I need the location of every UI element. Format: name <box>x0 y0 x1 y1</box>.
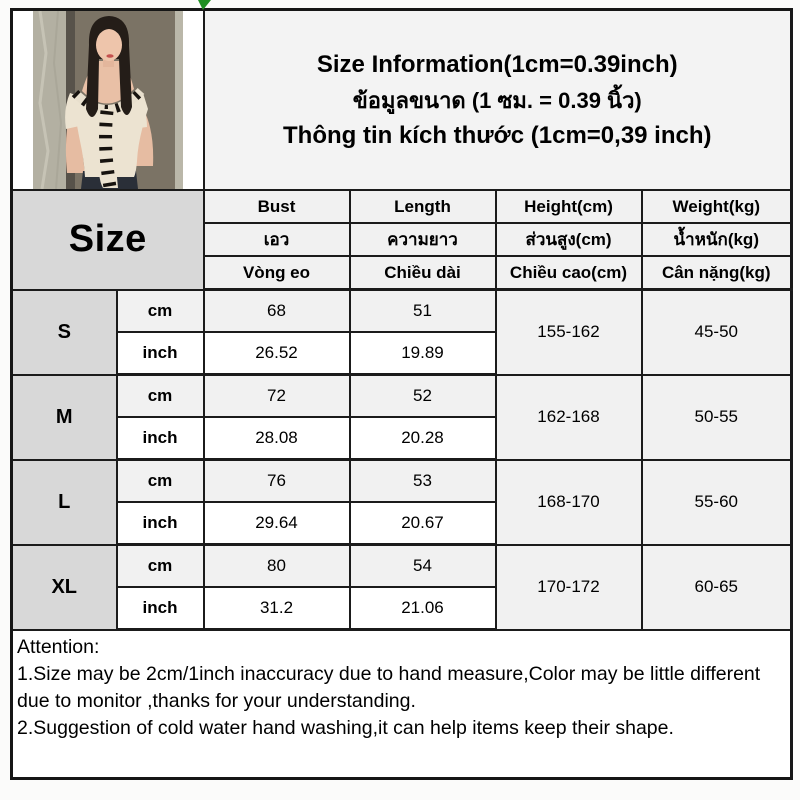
cell-l-cm-length: 53 <box>350 460 496 503</box>
cell-l-weight-range: 55-60 <box>642 460 792 545</box>
unit-label-inch-s: inch <box>117 332 204 375</box>
col-header-length-en: Length <box>350 190 496 223</box>
cell-xl-cm-length: 54 <box>350 545 496 588</box>
title-block <box>205 11 791 189</box>
cell-s-height-range: 155-162 <box>496 290 642 375</box>
unit-label-inch-m: inch <box>117 417 204 460</box>
cell-m-cm-bust: 72 <box>204 375 350 418</box>
cell-m-height-range: 162-168 <box>496 375 642 460</box>
col-header-bust-en: Bust <box>204 190 350 223</box>
cell-l-inch-bust: 29.64 <box>204 502 350 545</box>
unit-label-inch-l: inch <box>117 502 204 545</box>
col-header-bust-vi: Vòng eo <box>204 256 350 290</box>
cell-xl-cm-bust: 80 <box>204 545 350 588</box>
cell-m-weight-range: 50-55 <box>642 375 792 460</box>
cell-s-cm-bust: 68 <box>204 290 350 333</box>
col-header-weight-vi: Cân nặng(kg) <box>642 256 792 290</box>
cell-l-inch-length: 20.67 <box>350 502 496 545</box>
cell-m-cm-length: 52 <box>350 375 496 418</box>
cell-l-height-range: 168-170 <box>496 460 642 545</box>
cell-s-cm-length: 51 <box>350 290 496 333</box>
size-label-m: M <box>12 375 117 460</box>
attention-section <box>12 630 792 779</box>
unit-label-inch-xl: inch <box>117 587 204 630</box>
cell-m-inch-bust: 28.08 <box>204 417 350 460</box>
cell-s-inch-bust: 26.52 <box>204 332 350 375</box>
cell-xl-inch-bust: 31.2 <box>204 587 350 630</box>
size-label-s: S <box>12 290 117 375</box>
size-label-l: L <box>12 460 117 545</box>
cell-s-inch-length: 19.89 <box>350 332 496 375</box>
cell-xl-inch-length: 21.06 <box>350 587 496 630</box>
col-header-bust-th: เอว <box>204 223 350 256</box>
title-thai: ข้อมูลขนาด (1 ซม. = 0.39 นิ้ว) <box>352 87 642 113</box>
size-table <box>10 8 793 780</box>
col-header-height-th: ส่วนสูง(cm) <box>496 223 642 256</box>
attention-heading: Attention: <box>17 636 100 658</box>
col-header-height-en: Height(cm) <box>496 190 642 223</box>
product-photo-illustration <box>33 11 183 189</box>
title-vietnamese: Thông tin kích thước (1cm=0,39 inch) <box>283 121 712 149</box>
product-photo-cell <box>12 10 204 191</box>
unit-label-cm-l: cm <box>117 460 204 503</box>
size-corner-label: Size <box>12 190 204 290</box>
title-english: Size Information(1cm=0.39inch) <box>316 50 678 78</box>
col-header-height-vi: Chiều cao(cm) <box>496 256 642 290</box>
cell-xl-weight-range: 60-65 <box>642 545 792 630</box>
cell-l-cm-bust: 76 <box>204 460 350 503</box>
title-cell <box>204 10 792 191</box>
cell-xl-height-range: 170-172 <box>496 545 642 630</box>
size-chart-sheet <box>10 8 793 780</box>
cell-m-inch-length: 20.28 <box>350 417 496 460</box>
size-label-xl: XL <box>12 545 117 630</box>
cell-s-weight-range: 45-50 <box>642 290 792 375</box>
attention-note-1: 1.Size may be 2cm/1inch inaccuracy due to hand measure,Color may be little different due to monitor ,thanks for your understanding. <box>17 662 761 712</box>
product-photo <box>13 11 203 189</box>
col-header-weight-th: น้ำหนัก(kg) <box>642 223 792 256</box>
col-header-length-th: ความยาว <box>350 223 496 256</box>
unit-label-cm-xl: cm <box>117 545 204 588</box>
unit-label-cm-s: cm <box>117 290 204 333</box>
col-header-weight-en: Weight(kg) <box>642 190 792 223</box>
unit-label-cm-m: cm <box>117 375 204 418</box>
attention-block <box>13 631 790 742</box>
attention-note-2: 2.Suggestion of cold water hand washing,it can help items keep their shape. <box>17 716 674 739</box>
col-header-length-vi: Chiều dài <box>350 256 496 290</box>
